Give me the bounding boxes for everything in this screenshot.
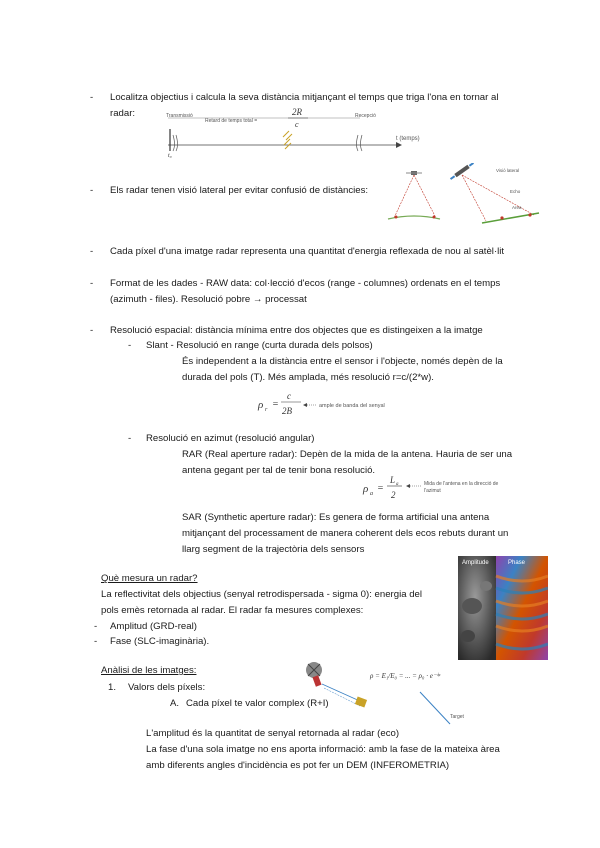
radar-timeline-figure (160, 105, 430, 160)
satellite-icon (306, 662, 322, 687)
slant-heading: Slant - Resolució en range (curta durada dels polsos) (146, 340, 373, 351)
sar-line: mitjançant del processament de manera coherent dels ecos rebuts durant un (182, 528, 509, 539)
paragraph-line: L'amplitud és la quantitat de senyal retornada al radar (eco) (146, 728, 400, 739)
complex-equation: ρ = E₁/E₀ = ... = ρ₀ · e⁻ⁱᵠ (370, 672, 440, 680)
sub-item: Cada píxel te valor complex (R+I) (186, 698, 329, 709)
bullet-dash: - (90, 92, 94, 103)
bullet-text: Format de les dades - RAW data: col·lecció d'ecos (range - columnes) ordenats en el temps (110, 278, 501, 289)
timeline-left-label: Transmissió (166, 113, 193, 119)
formula-num-sub: a (396, 482, 399, 487)
side-looking-figure (384, 163, 544, 228)
bullet-dash: - (90, 325, 94, 336)
bullet-text: Cada píxel d'una imatge radar representa una quantitat d'energia reflexada de nou al satèl·lit (110, 246, 505, 257)
side-label-low: Area (512, 205, 522, 210)
svg-text:=: = (377, 483, 384, 494)
amplitude-label: Amplitude (462, 560, 489, 566)
formula-note: l'azimut (424, 488, 441, 494)
timeline-axis-label: t (temps) (396, 136, 420, 142)
bullet-text: Resolució espacial: distància mínima entre dos objectes que es distingeixen a la imatge (110, 325, 483, 336)
timeline-frac-den: c (295, 120, 299, 129)
bullet-dash: - (90, 246, 94, 257)
amplitude-phase-image (438, 556, 548, 660)
formula-rho: ρ (258, 399, 264, 411)
bullet-text: Localitza objectius i calcula la seva distància mitjançant el temps que triga l'ona en tornar al (110, 92, 499, 103)
formula-num: L (390, 475, 396, 485)
timeline-mid-label: Retard de temps total = (205, 118, 258, 124)
rar-line: antena gegant per tal de tenir bona resolució. (182, 465, 376, 476)
section-heading: Què mesura un radar? (101, 573, 198, 584)
list-item: Fase (SLC-imaginària). (110, 636, 210, 647)
timeline-origin: t₀ (168, 153, 172, 159)
list-dash: - (94, 621, 98, 632)
azimut-heading: Resolució en azimut (resolució angular) (146, 433, 315, 444)
formula-rho: ρ (363, 483, 369, 495)
sub-bullet-dash: - (128, 340, 132, 351)
list-item: Amplitud (GRD-real) (110, 621, 197, 632)
azimuth-resolution-formula (360, 471, 510, 505)
paragraph-line: amb diferents angles d'incidència es pot fer un DEM (INFEROMETRIA) (146, 760, 450, 771)
svg-text:=: = (272, 399, 279, 410)
formula-den: 2 (391, 490, 396, 500)
bullet-text: Els radar tenen visió lateral per evitar confusió de distàncies: (110, 185, 369, 196)
sub-bullet-dash: - (128, 433, 132, 444)
list-item: Valors dels píxels: (128, 682, 206, 693)
list-dash: - (94, 636, 98, 647)
paragraph-line: La reflectivitat dels objectius (senyal retrodispersada - sigma 0): energia del (101, 589, 423, 600)
timeline-frac-num: 2R (292, 107, 302, 117)
range-resolution-formula (255, 387, 425, 421)
formula-sub: a (370, 491, 373, 497)
timeline-right-label: Recepció (355, 113, 376, 119)
list-number: 1. (108, 682, 117, 693)
paragraph-line: pols emès retornada al radar. El radar fa mesures complexes: (101, 605, 364, 616)
formula-sub: r (265, 407, 268, 413)
bullet-text: radar: (110, 108, 136, 119)
sub-letter: A. (170, 698, 180, 709)
sar-line: SAR (Synthetic aperture radar): Es genera de forma artificial una antena (182, 512, 490, 523)
side-label-top: Visió lateral (496, 168, 520, 173)
slant-line: durada del pols (T). Més amplada, més resolució r=c/(2*w). (182, 372, 434, 383)
bullet-dash: - (90, 185, 94, 196)
phase-label: Phase (508, 560, 526, 566)
formula-note: Mida de l'antena en la direcció de (424, 481, 499, 487)
complex-pixel-figure (300, 656, 470, 726)
formula-den: 2B (282, 406, 292, 416)
sar-line: llarg segment de la trajectòria dels sensors (182, 544, 365, 555)
section-heading: Anàlisi de les imatges: (101, 665, 197, 676)
phase-panel (496, 556, 548, 660)
side-label-mid: Echo (510, 189, 521, 194)
formula-note: ample de banda del senyal (319, 403, 385, 409)
paragraph-line: La fase d'una sola imatge no ens aporta informació: amb la fase de la mateixa àrea (146, 744, 500, 755)
slant-line: És independent a la distància entre el sensor i l'objecte, només depèn de la (182, 356, 503, 367)
bullet-text: (azimuth - files). Resolució pobre → processat (110, 294, 307, 305)
target-label: Target (450, 714, 464, 720)
formula-num: c (287, 391, 291, 401)
bullet-dash: - (90, 278, 94, 289)
rar-line: RAR (Real aperture radar): Depèn de la mida de la antena. Hauria de ser una (182, 449, 513, 460)
